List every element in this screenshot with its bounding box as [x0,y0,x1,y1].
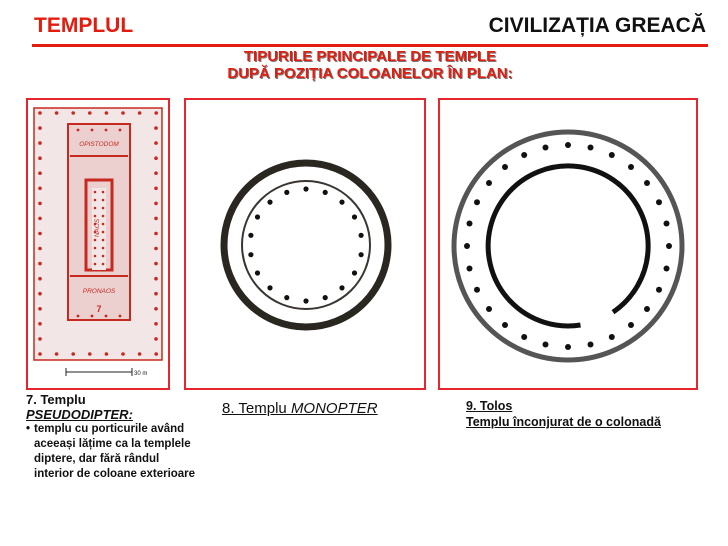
column-dot [105,111,109,115]
column-dot [88,111,92,115]
label-opistodom: OPISTODOM [79,141,119,148]
column-dot [303,298,308,303]
column-dot [284,190,289,195]
column-dot [38,111,42,115]
caption-monopter [222,400,378,417]
naos-column-dot [94,247,97,250]
column-dot [38,187,42,191]
column-dot [628,164,634,170]
column-dot [138,352,142,356]
naos-column-dot [102,191,105,194]
column-dot [352,270,357,275]
column-dot [154,292,158,296]
column-dot [38,202,42,206]
column-dot [154,141,158,145]
column-dot [565,344,571,350]
column-dot [467,221,473,227]
column-dot [588,145,594,151]
column-dot [121,352,125,356]
porch-column-dot [77,129,80,132]
column-dot [267,285,272,290]
column-dot [248,233,253,238]
description-text: templu cu porticurile având aceeași lățime ca la templele diptere, dar fără rândul interior de coloane exterioare [34,423,196,480]
naos-column-dot [102,223,105,226]
naos-column-dot [94,215,97,218]
naos-column-dot [102,255,105,258]
column-dot [284,295,289,300]
column-dot [255,214,260,219]
column-dot [255,270,260,275]
column-dot [38,171,42,175]
header-left-title: TEMPLUL [34,14,134,37]
pseudodipter-plan-diagram [28,100,168,388]
column-dot [248,252,253,257]
column-dot [38,217,42,221]
caption-pseudodipter [26,392,133,422]
column-dot [359,233,364,238]
naos-column-dot [94,263,97,266]
column-dot [154,307,158,311]
subtitle [150,48,590,82]
column-dot [88,352,92,356]
column-dot [38,337,42,341]
column-dot [656,287,662,293]
column-dot [664,266,670,272]
column-dot [486,180,492,186]
column-dot [55,352,59,356]
naos-column-dot [94,207,97,210]
column-dot [38,126,42,130]
caption-monopter-prefix: 8. Templu [222,400,291,417]
column-dot [154,171,158,175]
column-dot [38,277,42,281]
label-pronaos: PRONAOS [82,288,116,295]
tolos-plan-diagram [440,100,696,388]
column-dot [628,322,634,328]
porch-column-dot [119,129,122,132]
porch-column-dot [119,315,122,318]
column-dot [154,156,158,160]
column-dot [359,252,364,257]
column-dot [656,199,662,205]
column-dot [154,337,158,341]
column-dot [154,232,158,236]
column-dot [154,111,158,115]
label-plan-number: 7 [96,304,102,314]
naos-column-dot [94,239,97,242]
column-dot [467,266,473,272]
caption-tolos-line-2: Templu înconjurat de o colonadă [466,415,661,429]
column-dot [55,111,59,115]
column-dot [339,285,344,290]
column-dot [339,200,344,205]
column-dot [352,214,357,219]
naos-column-dot [102,215,105,218]
column-dot [38,292,42,296]
column-dot [38,307,42,311]
label-naos: NAOS [94,218,101,238]
naos-column-dot [94,199,97,202]
column-dot [588,342,594,348]
column-dot [486,306,492,312]
column-dot [121,111,125,115]
naos-column-dot [102,231,105,234]
scale-label: 30 m [134,371,148,377]
caption-pseudodipter-line-1: 7. Templu [26,392,86,407]
caption-monopter-type: MONOPTER [290,400,378,417]
column-dot [38,156,42,160]
subtitle-line-2: DUPĂ POZIȚIA COLOANELOR ÎN PLAN: [227,65,513,82]
column-dot [154,262,158,266]
column-dot [154,202,158,206]
porch-column-dot [91,129,94,132]
panel-monopter [184,98,426,390]
monopter-plan-diagram [186,100,424,388]
naos-column-dot [94,191,97,194]
column-dot [323,295,328,300]
column-dot [664,221,670,227]
naos-column-dot [102,263,105,266]
column-dot [105,352,109,356]
column-dot [154,322,158,326]
column-dot [71,352,75,356]
panel-tolos [438,98,698,390]
caption-tolos [466,398,661,430]
column-dot [154,247,158,251]
porch-column-dot [91,315,94,318]
column-dot [502,164,508,170]
naos-column-dot [102,247,105,250]
pseudodipter-description [26,422,201,482]
column-dot [543,145,549,151]
column-dot [609,152,615,158]
column-dot [644,180,650,186]
column-dot [38,322,42,326]
column-dot [71,111,75,115]
porch-column-dot [105,129,108,132]
porch-column-dot [105,315,108,318]
column-dot [154,126,158,130]
column-dot [154,277,158,281]
column-dot [666,243,672,249]
column-dot [154,352,158,356]
column-dot [609,334,615,340]
column-dot [565,142,571,148]
porch-column-dot [77,315,80,318]
column-dot [502,322,508,328]
naos-column-dot [102,239,105,242]
column-dot [38,352,42,356]
column-dot [521,152,527,158]
column-dot [154,217,158,221]
column-dot [474,199,480,205]
column-dot [38,247,42,251]
column-dot [543,342,549,348]
panel-pseudodipter [26,98,170,390]
column-dot [38,262,42,266]
column-dot [38,232,42,236]
column-dot [38,141,42,145]
caption-tolos-line-1: 9. Tolos [466,399,513,413]
column-dot [323,190,328,195]
naos-column-dot [102,207,105,210]
column-dot [303,186,308,191]
column-dot [464,243,470,249]
naos-column-dot [94,255,97,258]
column-dot [644,306,650,312]
header-divider [32,44,708,47]
subtitle-line-1: TIPURILE PRINCIPALE DE TEMPLE [243,48,497,65]
column-dot [267,200,272,205]
naos-column-dot [102,199,105,202]
caption-pseudodipter-line-2: PSEUDODIPTER: [26,407,133,422]
header-right-title: CIVILIZAȚIA GREACĂ [488,14,706,37]
column-dot [138,111,142,115]
column-dot [154,187,158,191]
column-dot [474,287,480,293]
column-dot [521,334,527,340]
bullet-marker: • [26,423,31,435]
